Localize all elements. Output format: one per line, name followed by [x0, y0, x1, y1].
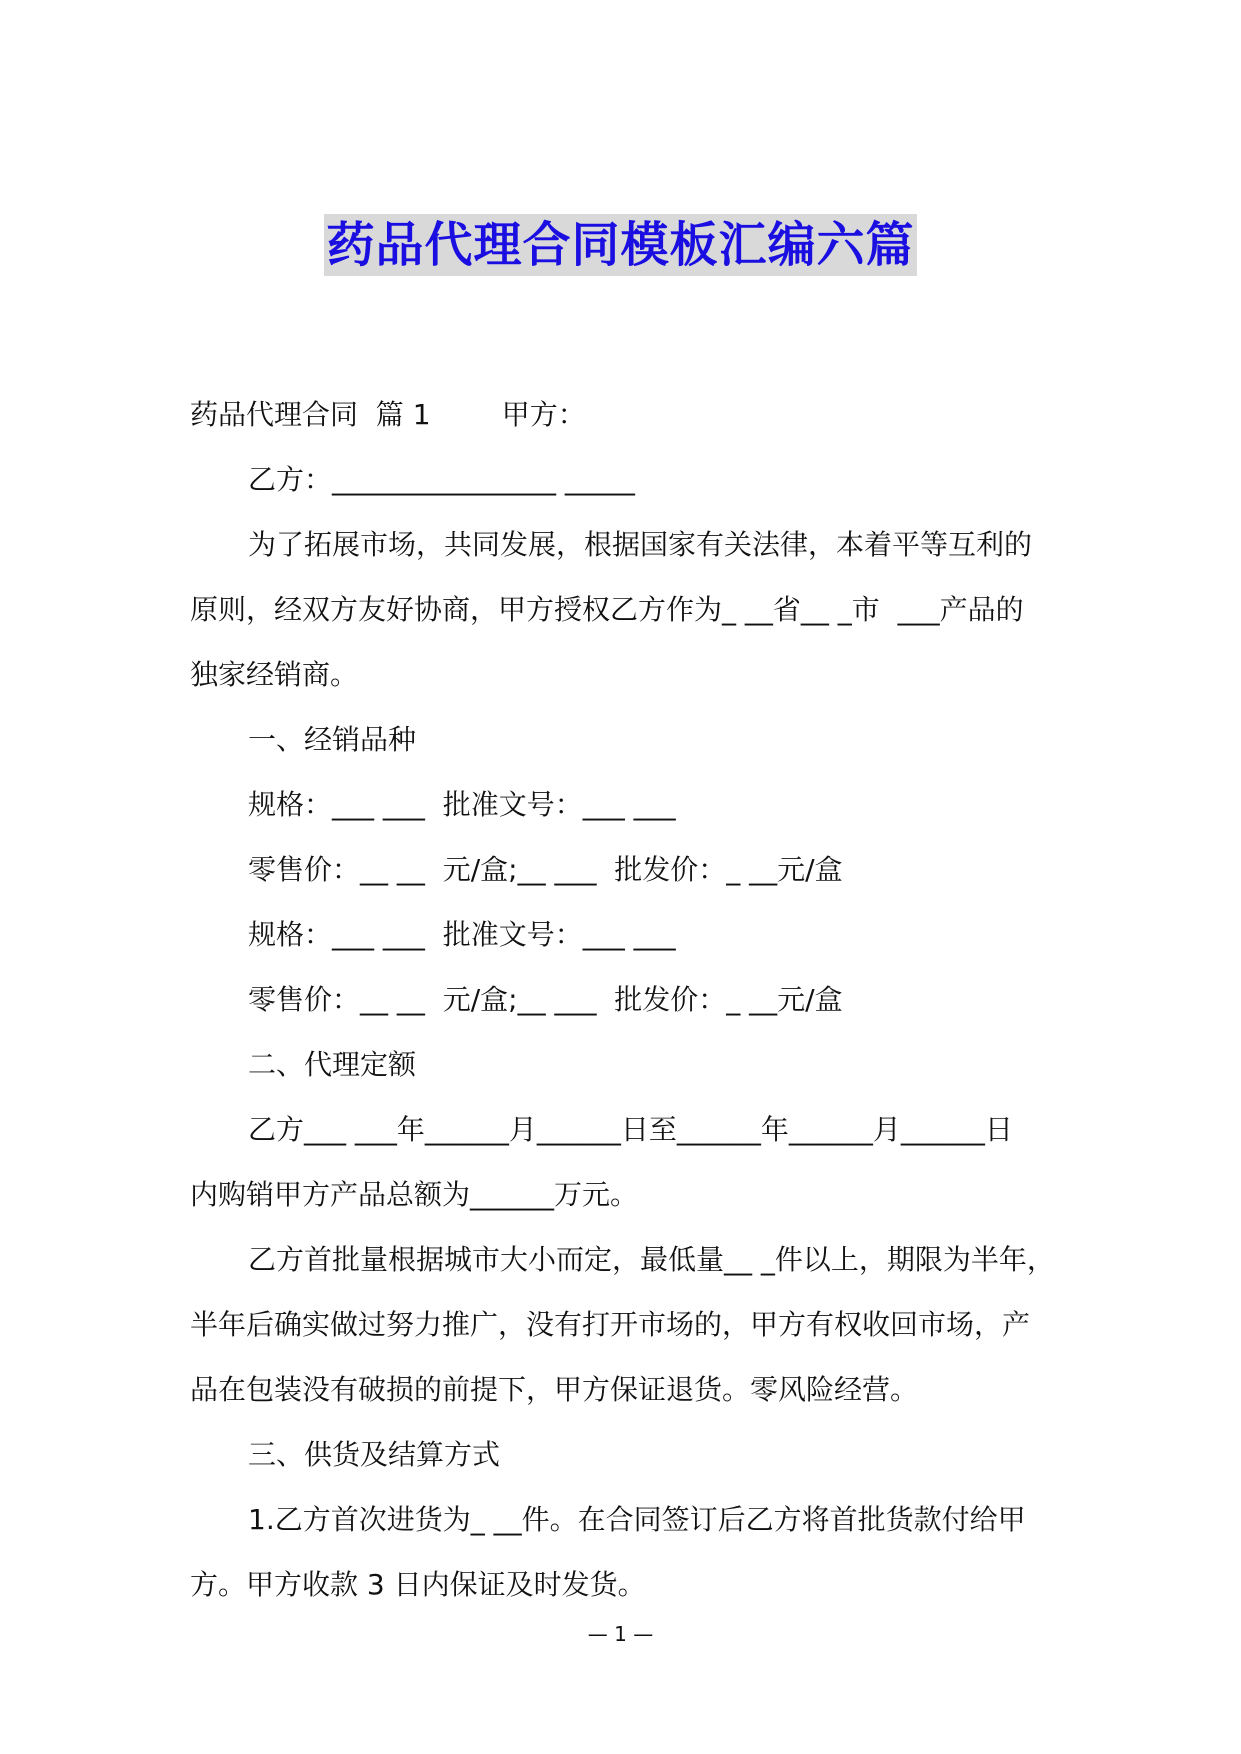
body-line: 半年后确实做过努力推广，没有打开市场的，甲方有权收回市场，产	[190, 1308, 1031, 1341]
body-line: 三、供货及结算方式	[248, 1438, 501, 1471]
document-body	[190, 382, 1055, 1617]
body-line: 规格：___ ___ 批准文号：___ ___	[248, 788, 676, 821]
document-title: 药品代理合同模板汇编六篇	[324, 214, 916, 276]
body-line: 原则，经双方友好协商，甲方授权乙方作为_ __省__ _市 ___产品的	[190, 593, 1024, 626]
body-line: 零售价：__ __ 元/盒;__ ___ 批发价：_ __元/盒	[248, 853, 843, 886]
body-line: 乙方：________________ _____	[248, 463, 635, 496]
title-container	[0, 214, 1241, 276]
body-line: 乙方___ ___年______月______日至______年______月______日	[248, 1113, 1013, 1146]
body-line: 品在包装没有破损的前提下，甲方保证退货。零风险经营。	[190, 1373, 919, 1406]
body-line: 独家经销商。	[190, 658, 359, 691]
body-line: 内购销甲方产品总额为______万元。	[190, 1178, 639, 1211]
body-line: 二、代理定额	[248, 1048, 417, 1081]
body-line: 一、经销品种	[248, 723, 417, 756]
body-line: 规格：___ ___ 批准文号：___ ___	[248, 918, 676, 951]
body-line: 药品代理合同 篇 1 甲方：	[190, 398, 586, 431]
body-line: 乙方首批量根据城市大小而定，最低量__ _件以上，期限为半年，	[248, 1243, 1055, 1276]
body-line: 为了拓展市场，共同发展，根据国家有关法律，本着平等互利的	[248, 528, 1033, 561]
body-line: 1.乙方首次进货为_ __件。在合同签订后乙方将首批货款付给甲	[248, 1503, 1026, 1536]
body-line: 零售价：__ __ 元/盒;__ ___ 批发价：_ __元/盒	[248, 983, 843, 1016]
page-number: — 1 —	[587, 1622, 654, 1646]
body-line: 方。甲方收款 3 日内保证及时发货。	[190, 1568, 646, 1601]
